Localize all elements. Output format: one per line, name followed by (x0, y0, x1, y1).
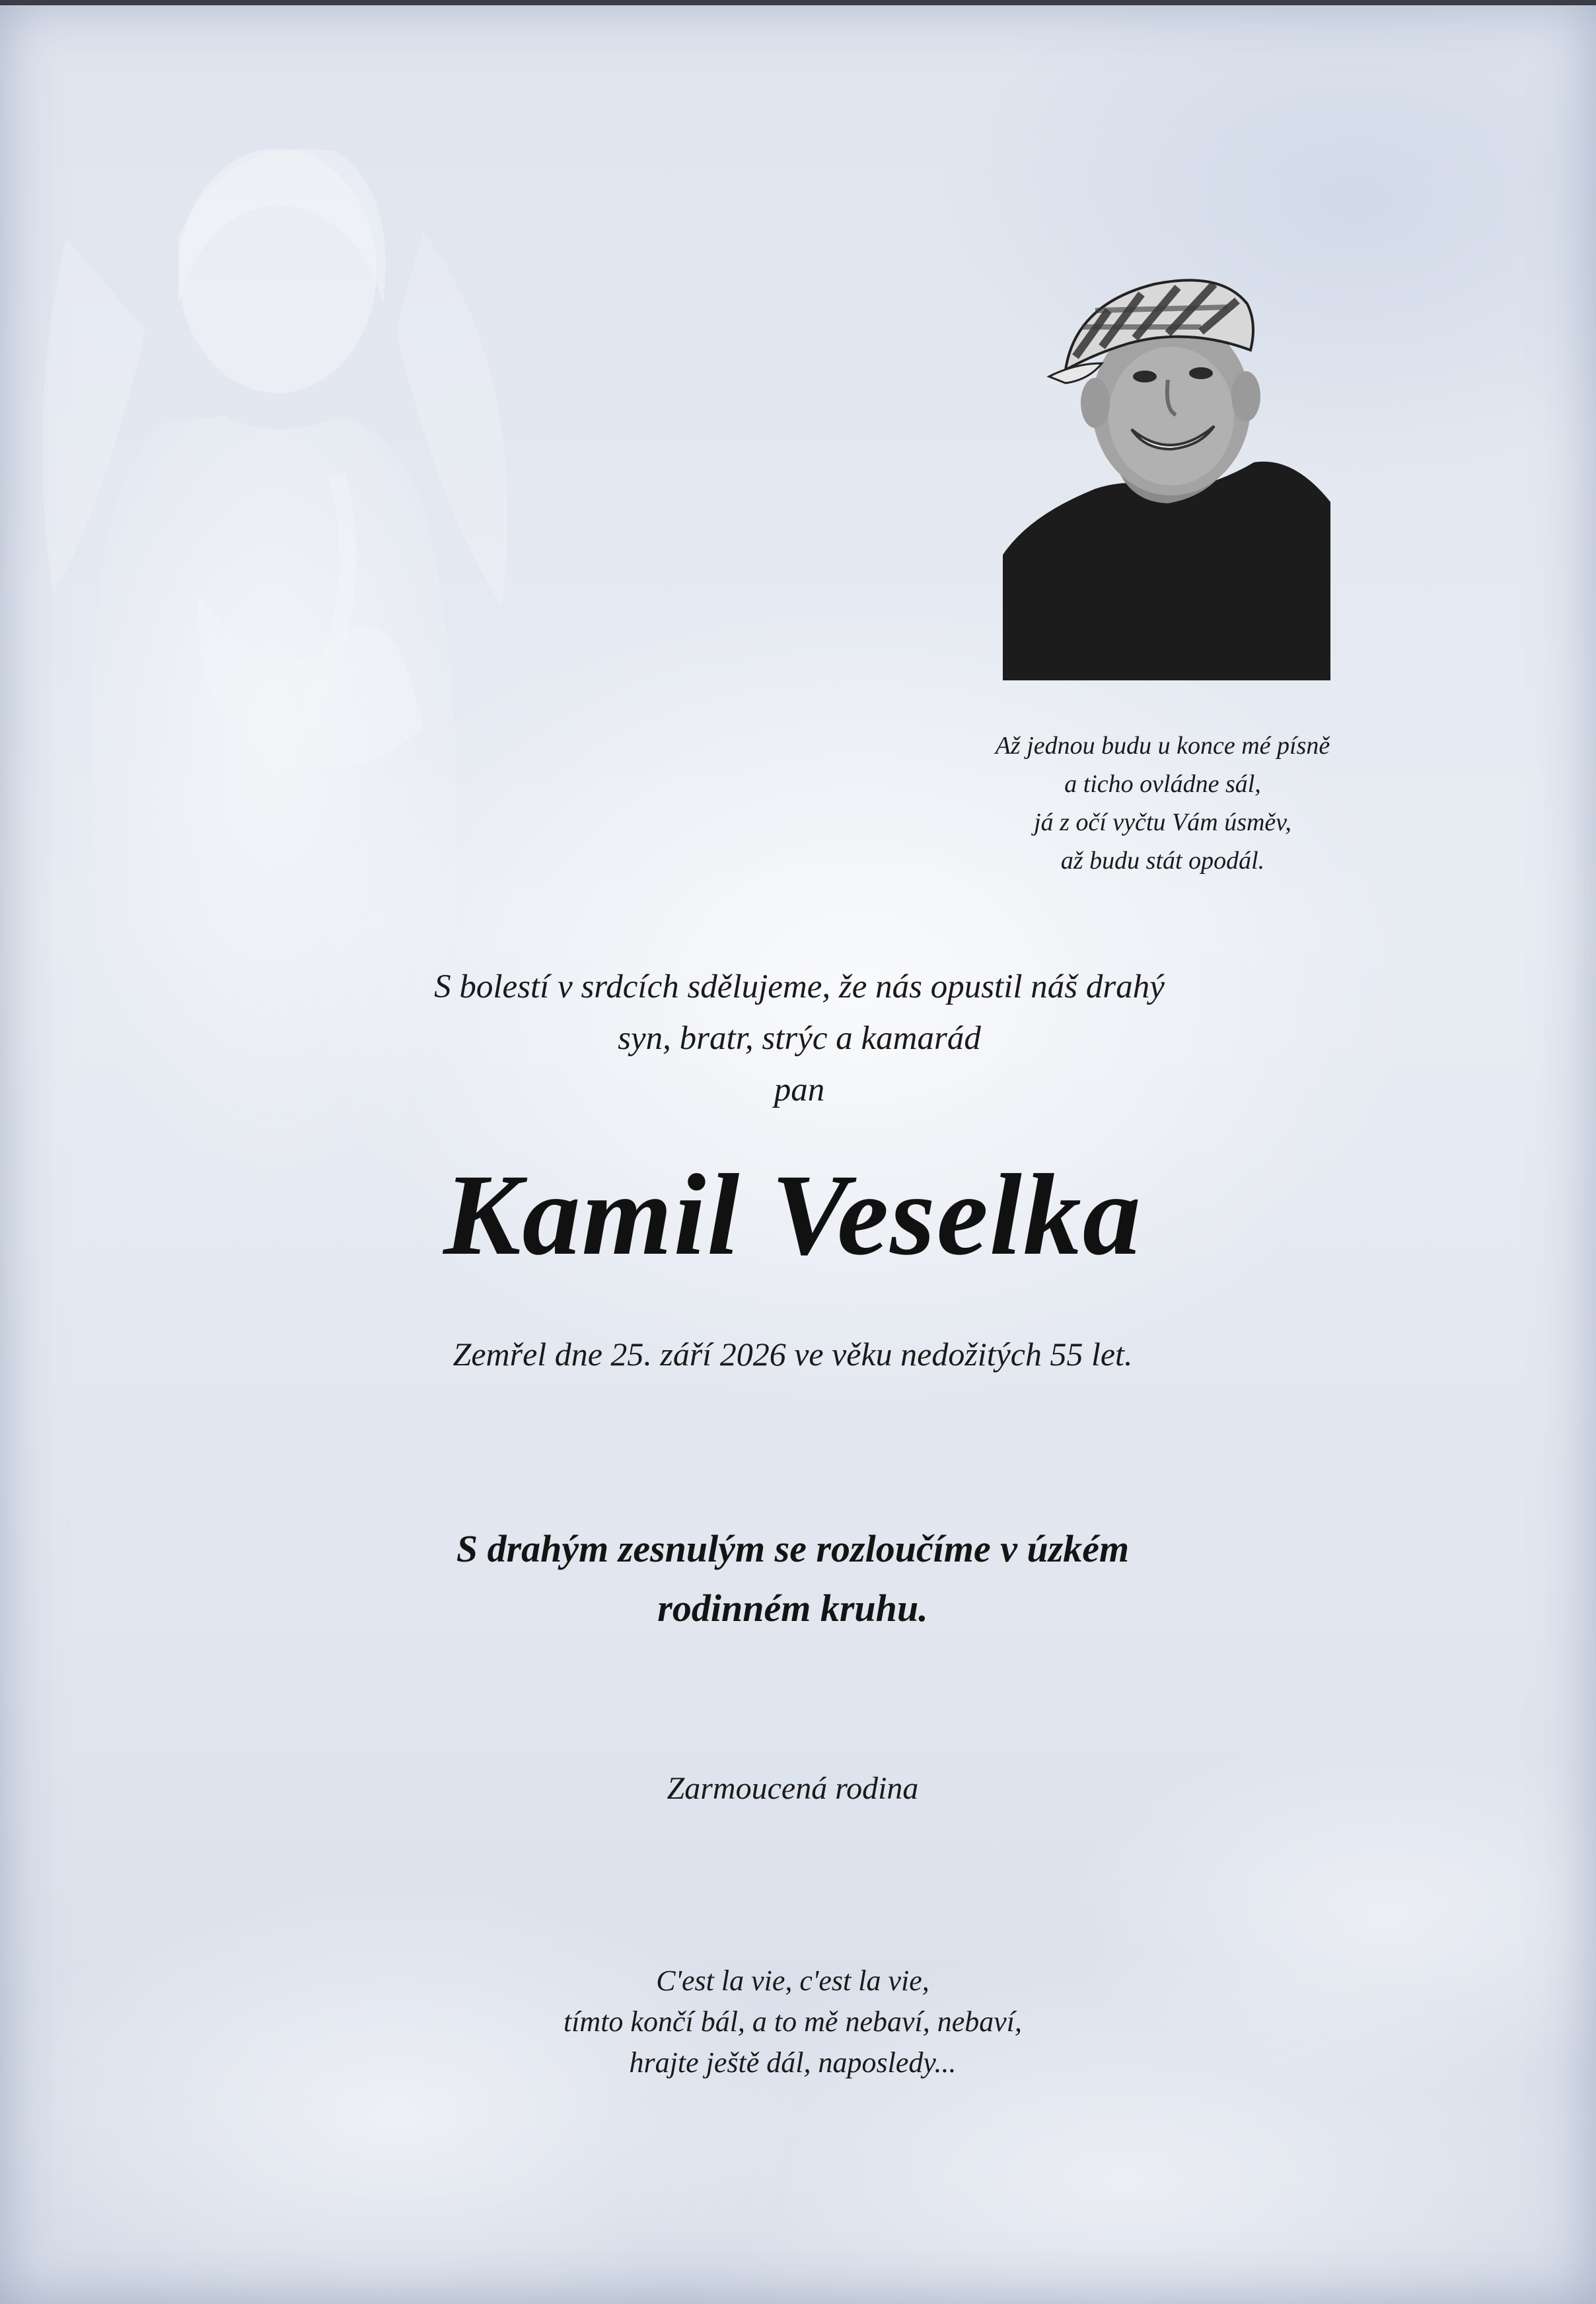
death-date-line: Zemřel dne 25. září 2026 ve věku nedožitých 55 let. (453, 1336, 1133, 1373)
farewell-notice (264, 1519, 1321, 1638)
farewell-line: S drahým zesnulým se rozloučíme v úzkém (456, 1527, 1130, 1570)
closing-verse (330, 1961, 1255, 2083)
announcement-line: syn, bratr, strýc a kamarád (618, 1020, 981, 1057)
quote-line: já z očí vyčtu Vám úsměv, (1034, 809, 1291, 836)
deceased-name: Kamil Veselka (443, 1151, 1142, 1279)
portrait-photo (1003, 264, 1330, 680)
quote-line: až budu stát opodál. (1060, 847, 1265, 875)
farewell-line: rodinném kruhu. (657, 1587, 928, 1630)
verse-line: tímto končí bál, a to mě nebaví, nebaví, (563, 2005, 1023, 2038)
quote-line: Až jednou budu u konce mé písně (995, 732, 1330, 760)
announcement-text (238, 961, 1361, 1116)
poem-quote (912, 727, 1414, 880)
verse-line: hrajte ještě dál, naposledy... (629, 2046, 957, 2079)
announcement-line: pan (774, 1071, 825, 1108)
scan-top-edge (0, 0, 1596, 5)
family-signature: Zarmoucená rodina (667, 1771, 919, 1806)
quote-line: a ticho ovládne sál, (1064, 770, 1261, 798)
announcement-line: S bolestí v srdcích sdělujeme, že nás opustil náš drahý (434, 968, 1165, 1005)
verse-line: C'est la vie, c'est la vie, (656, 1964, 929, 1997)
